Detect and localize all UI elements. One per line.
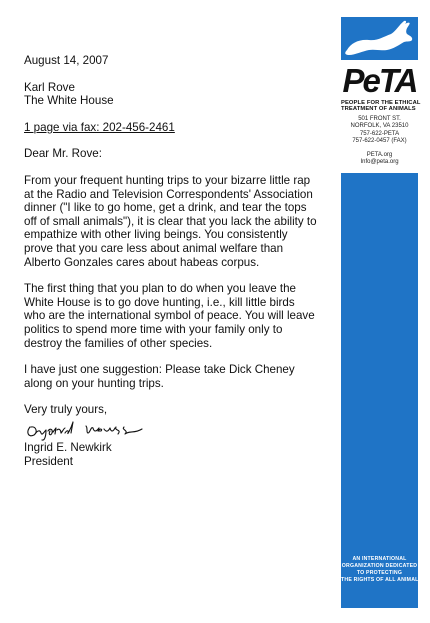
paragraph-line: The first thing that you plan to do when you leave the	[24, 282, 296, 296]
peta-wordmark-text: PeTA	[342, 62, 417, 99]
signature-image	[24, 418, 189, 442]
rabbit-logo-box	[341, 17, 418, 60]
salutation: Dear Mr. Rove:	[24, 147, 102, 161]
paragraph-line: politics to spend more time with your family only to	[24, 322, 283, 336]
paragraph-line: dinner ("I like to go home, get a drink, and tear the tops	[24, 201, 307, 215]
mission-line: ORGANIZATION DEDICATED	[341, 563, 418, 569]
address-street: 501 FRONT ST.	[358, 116, 401, 122]
paragraph-line: Alberto Gonzales cares about habeas corpus.	[24, 255, 260, 269]
recipient-org: The White House	[24, 94, 114, 108]
mission-line: TO PROTECTING	[356, 570, 403, 576]
signer-title: President	[24, 454, 73, 468]
paragraph-line: at the Radio and Television Correspondents' Association	[24, 187, 313, 201]
org-name-line: PEOPLE FOR THE ETHICAL	[341, 100, 421, 106]
paragraph-2	[24, 282, 330, 350]
rabbit-icon	[341, 17, 418, 60]
mission-line: THE RIGHTS OF ALL ANIMALS	[341, 577, 423, 583]
org-name-line: TREATMENT OF ANIMALS	[341, 106, 416, 113]
mission-statement	[341, 556, 423, 584]
address-city: NORFOLK, VA 23510	[350, 123, 409, 130]
letter-date: August 14, 2007	[24, 54, 109, 67]
paragraph-line: prove that you care less about animal welfare than	[24, 241, 284, 255]
paragraph-line: empathize with other living beings. You consistently	[24, 228, 288, 242]
fax-line: 1 page via fax: 202-456-2461	[24, 120, 175, 134]
paragraph-line: along on your hunting trips.	[24, 376, 164, 390]
paragraph-line: destroy the families of other species.	[24, 336, 213, 350]
peta-wordmark	[341, 60, 418, 100]
address-fax: 757-622-0457 (FAX)	[352, 138, 407, 145]
paragraph-3	[24, 363, 330, 390]
org-email: Info@peta.org	[360, 159, 399, 166]
paragraph-line: I have just one suggestion: Please take Dick Cheney	[24, 363, 295, 377]
mission-line: AN INTERNATIONAL	[352, 556, 407, 562]
paragraph-1	[24, 174, 330, 269]
letter-body	[24, 54, 330, 430]
paragraph-line: off of small animals"), it is clear that you lack the ability to	[24, 214, 317, 228]
recipient-name: Karl Rove	[24, 80, 75, 94]
paragraph-line: who are the international symbol of peace. You will leave	[24, 309, 315, 323]
org-address	[341, 116, 418, 146]
org-website: PETA.org	[366, 152, 393, 158]
signer-block	[24, 441, 112, 468]
recipient-block	[24, 81, 330, 108]
org-name	[341, 100, 421, 113]
signer-name: Ingrid E. Newkirk	[24, 441, 112, 454]
closing: Very truly yours,	[24, 403, 108, 417]
paragraph-line: From your frequent hunting trips to your bizarre little rap	[24, 173, 311, 187]
address-phone: 757-622-PETA	[359, 130, 400, 137]
sidebar-blue-bar	[341, 173, 423, 608]
paragraph-line: White House is to go dove hunting, i.e., kill little birds	[24, 295, 295, 309]
org-web	[341, 152, 418, 167]
